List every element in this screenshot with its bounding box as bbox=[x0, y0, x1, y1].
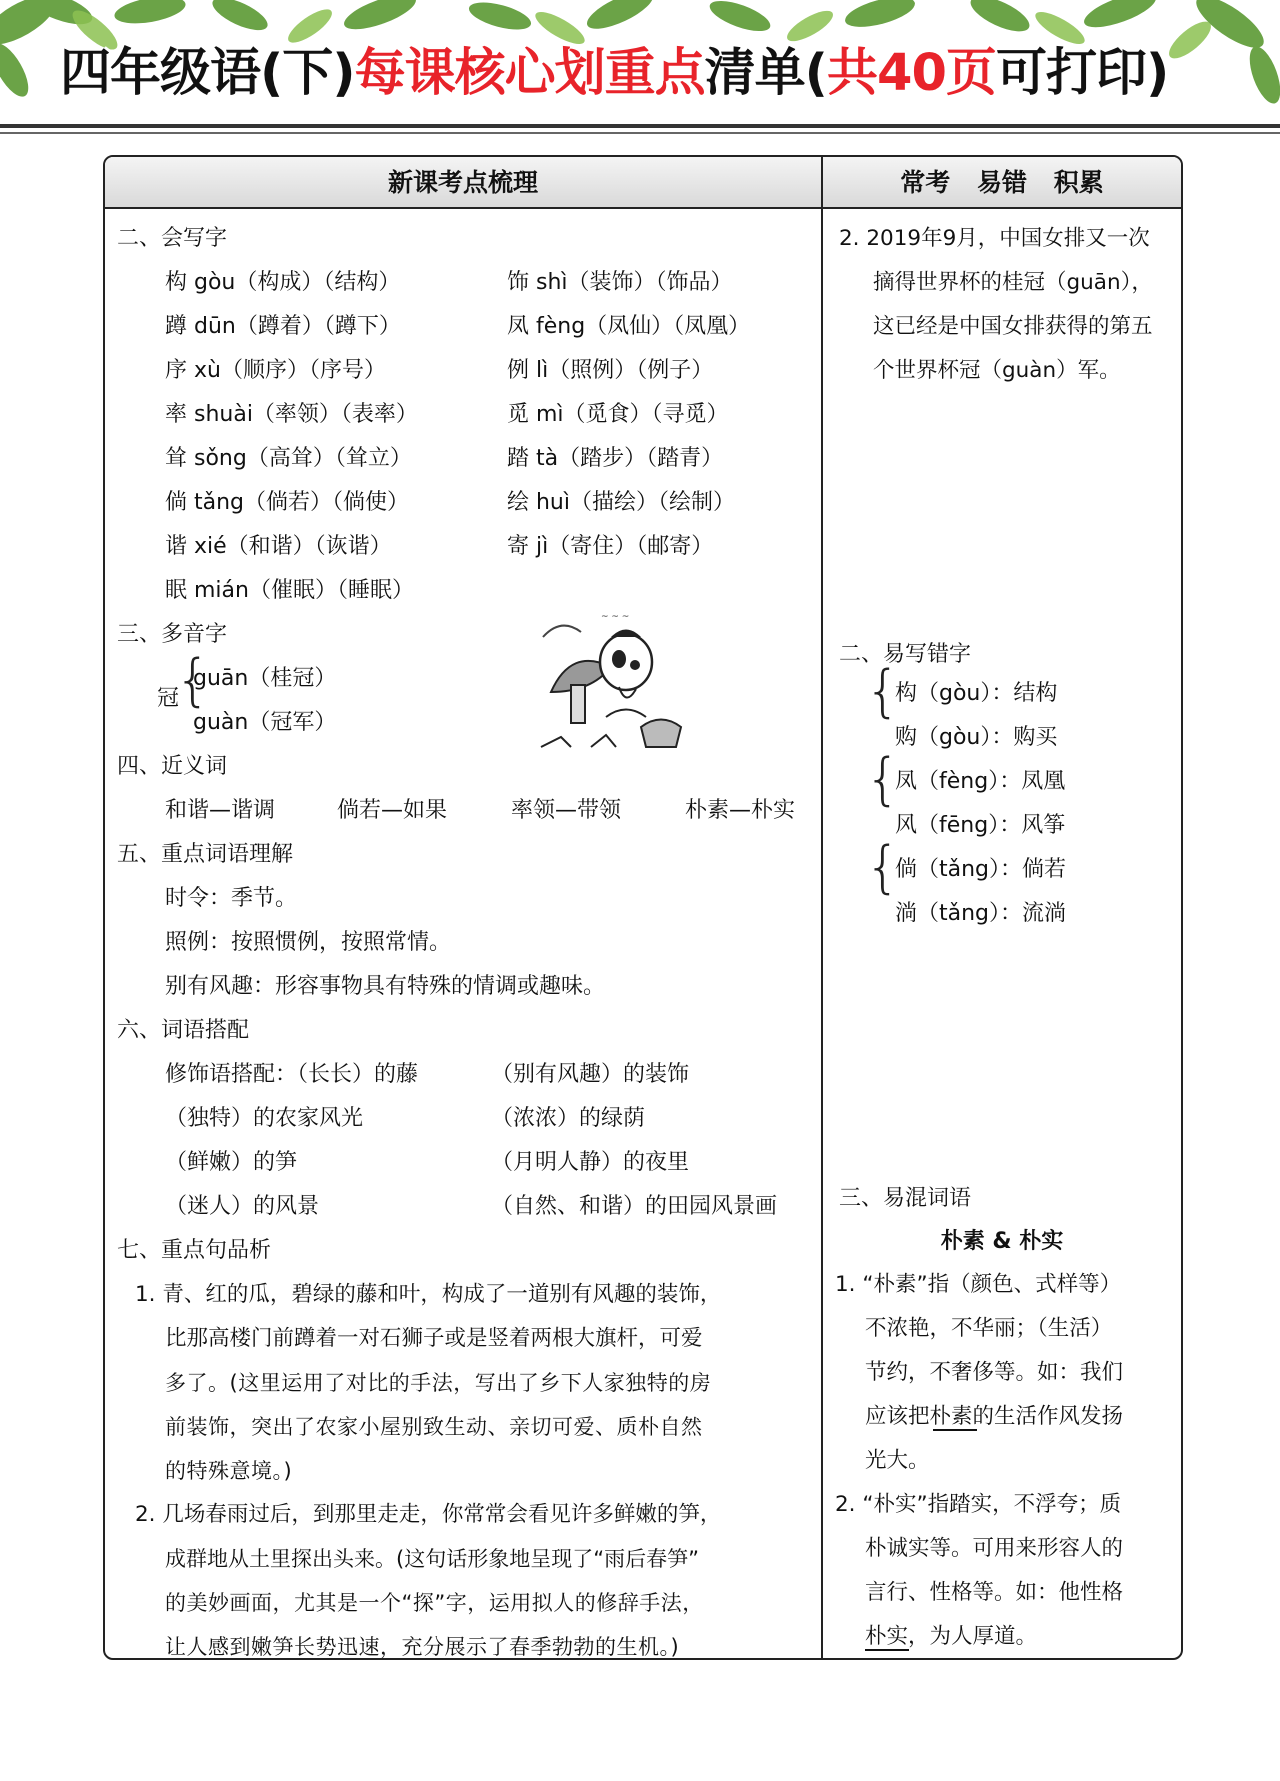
confuse-line: 朴实，为人厚道。 bbox=[865, 1624, 1038, 1649]
error-pair: 淌（tǎng）：流淌 bbox=[895, 901, 1067, 926]
polyphone-reading: guàn（冠军） bbox=[193, 710, 337, 735]
word-definition: 别有风趣：形容事物具有特殊的情调或趣味。 bbox=[165, 974, 606, 999]
section-heading: 三、易混词语 bbox=[839, 1186, 972, 1211]
underline-mark bbox=[933, 1429, 977, 1431]
collocation: （浓浓）的绿荫 bbox=[491, 1106, 646, 1131]
error-pair: 凤（fèng）：凤凰 bbox=[895, 769, 1066, 794]
section-heading: 七、重点句品析 bbox=[117, 1238, 272, 1263]
brace-icon: { bbox=[175, 648, 211, 713]
error-pair: 构（gòu）：结构 bbox=[895, 681, 1058, 706]
content-table bbox=[103, 155, 1183, 1660]
error-pair: 购（gòu）：购买 bbox=[895, 725, 1058, 750]
confuse-line: 节约，不奢侈等。如：我们 bbox=[865, 1360, 1124, 1385]
sentence-line: 让人感到嫩笋长势迅速，充分展示了春季勃勃的生机。) bbox=[165, 1635, 680, 1659]
polyphone-reading: guān（桂冠） bbox=[193, 666, 337, 691]
synonym-pair: 和谐—谐调 bbox=[165, 798, 276, 823]
synonym-pair: 朴素—朴实 bbox=[685, 798, 796, 823]
section-heading: 六、词语搭配 bbox=[117, 1018, 250, 1043]
error-pair: 风（fēng）：风筝 bbox=[895, 813, 1066, 838]
collocation: （别有风趣）的装饰 bbox=[491, 1062, 690, 1087]
table-header bbox=[105, 157, 1181, 209]
page-title: 四年级语(下)每课核心划重点清单(共40页可打印) bbox=[60, 44, 1169, 103]
sentence-line: 的美妙画面，尤其是一个“探”字，运用拟人的修辞手法， bbox=[165, 1591, 704, 1615]
note-line: 这已经是中国女排获得的第五 bbox=[873, 314, 1153, 339]
collocation: 修饰语搭配：（长长）的藤 bbox=[165, 1062, 419, 1087]
char-item: 耸 sǒng（高耸）（耸立） bbox=[165, 446, 412, 471]
char-item: 绘 huì（描绘）（绘制） bbox=[507, 490, 735, 515]
header-rule bbox=[0, 124, 1280, 128]
confuse-line: 言行、性格等。如：他性格 bbox=[865, 1580, 1124, 1605]
page-header bbox=[0, 0, 1280, 140]
collocation: （月明人静）的夜里 bbox=[491, 1150, 690, 1175]
sentence-line: 2. 几场春雨过后，到那里走走，你常常会看见许多鲜嫩的笋， bbox=[135, 1502, 722, 1527]
header-rule-thin bbox=[0, 132, 1280, 134]
char-item: 凤 fèng（凤仙）（凤凰） bbox=[507, 314, 751, 339]
brace-icon: { bbox=[865, 659, 901, 724]
sentence-line: 比那高楼门前蹲着一对石狮子或是竖着两根大旗杆，可爱 bbox=[165, 1326, 703, 1351]
right-column-title: 常考 易错 积累 bbox=[900, 168, 1104, 197]
left-column-title: 新课考点梳理 bbox=[387, 168, 538, 197]
char-item: 寄 jì（寄住）（邮寄） bbox=[507, 534, 714, 559]
sentence-line: 前装饰，突出了农家小屋别致生动、亲切可爱、质朴自然 bbox=[165, 1415, 703, 1439]
char-item: 蹲 dūn（蹲着）（蹲下） bbox=[165, 314, 401, 339]
char-item: 觅 mì（觅食）（寻觅） bbox=[507, 402, 729, 427]
sentence-line: 成群地从土里探出头来。(这句话形象地呈现了“雨后春笋” bbox=[165, 1547, 699, 1571]
char-item: 序 xù（顺序）（序号） bbox=[165, 358, 386, 383]
section-heading: 二、易写错字 bbox=[839, 642, 972, 667]
char-item: 例 lì（照例）（例子） bbox=[507, 358, 714, 383]
word-definition: 时令：季节。 bbox=[165, 886, 298, 911]
confuse-line: 光大。 bbox=[865, 1448, 930, 1473]
char-item: 谐 xié（和谐）（诙谐） bbox=[165, 534, 392, 559]
char-item: 构 gòu（构成）（结构） bbox=[165, 270, 401, 295]
synonym-pair: 倘若—如果 bbox=[337, 798, 448, 823]
synonym-pair: 率领—带领 bbox=[511, 798, 622, 823]
sentence-line: 多了。(这里运用了对比的手法，写出了乡下人家独特的房 bbox=[165, 1371, 712, 1395]
confuse-line: 1. “朴素”指（颜色、式样等） bbox=[835, 1272, 1122, 1297]
underlined-word bbox=[865, 1627, 867, 1657]
underlined-word bbox=[931, 1407, 933, 1437]
collocation: （鲜嫩）的笋 bbox=[165, 1150, 298, 1175]
confuse-line: 2. “朴实”指踏实，不浮夸；质 bbox=[835, 1492, 1122, 1517]
collocation: （独特）的农家风光 bbox=[165, 1106, 364, 1131]
underline-mark bbox=[865, 1649, 909, 1651]
error-pair: 倘（tǎng）：倘若 bbox=[895, 857, 1067, 882]
collocation: （迷人）的风景 bbox=[165, 1194, 320, 1219]
section-heading: 五、重点词语理解 bbox=[117, 842, 294, 867]
section-heading: 二、会写字 bbox=[117, 226, 228, 251]
note-line: 摘得世界杯的桂冠（guān）， bbox=[873, 270, 1153, 295]
brace-icon: { bbox=[865, 747, 901, 812]
column-divider bbox=[821, 157, 823, 1658]
char-item: 率 shuài（率领）（表率） bbox=[165, 402, 418, 427]
char-item: 饰 shì（装饰）（饰品） bbox=[507, 270, 733, 295]
confuse-line: 不浓艳，不华丽；（生活） bbox=[865, 1316, 1113, 1341]
svg-text:~ ~ ~: ~ ~ ~ bbox=[601, 612, 630, 622]
confuse-line: 应该把朴素的生活作风发扬 bbox=[865, 1404, 1124, 1429]
section-heading: 三、多音字 bbox=[117, 622, 228, 647]
collocation: （自然、和谐）的田园风景画 bbox=[491, 1194, 778, 1219]
char-item: 眠 mián（催眠）（睡眠） bbox=[165, 578, 414, 603]
confuse-title: 朴素 & 朴实 bbox=[940, 1229, 1064, 1254]
char-item: 踏 tà（踏步）（踏青） bbox=[507, 446, 724, 471]
polyphone-char: 冠 bbox=[157, 686, 180, 711]
note-line: 2. 2019年9月，中国女排又一次 bbox=[839, 226, 1150, 251]
sentence-line: 1. 青、红的瓜，碧绿的藤和叶，构成了一道别有风趣的装饰， bbox=[135, 1282, 722, 1307]
section-heading: 四、近义词 bbox=[117, 754, 228, 779]
brace-icon: { bbox=[865, 835, 901, 900]
confuse-line: 朴诚实等。可用来形容人的 bbox=[865, 1536, 1124, 1561]
note-line: 个世界杯冠（guàn）军。 bbox=[873, 358, 1121, 383]
word-definition: 照例：按照惯例，按照常情。 bbox=[165, 930, 452, 955]
cartoon-illustration bbox=[531, 607, 701, 757]
sentence-line: 的特殊意境。) bbox=[165, 1459, 293, 1483]
char-item: 倘 tǎng（倘若）（倘使） bbox=[165, 490, 410, 515]
